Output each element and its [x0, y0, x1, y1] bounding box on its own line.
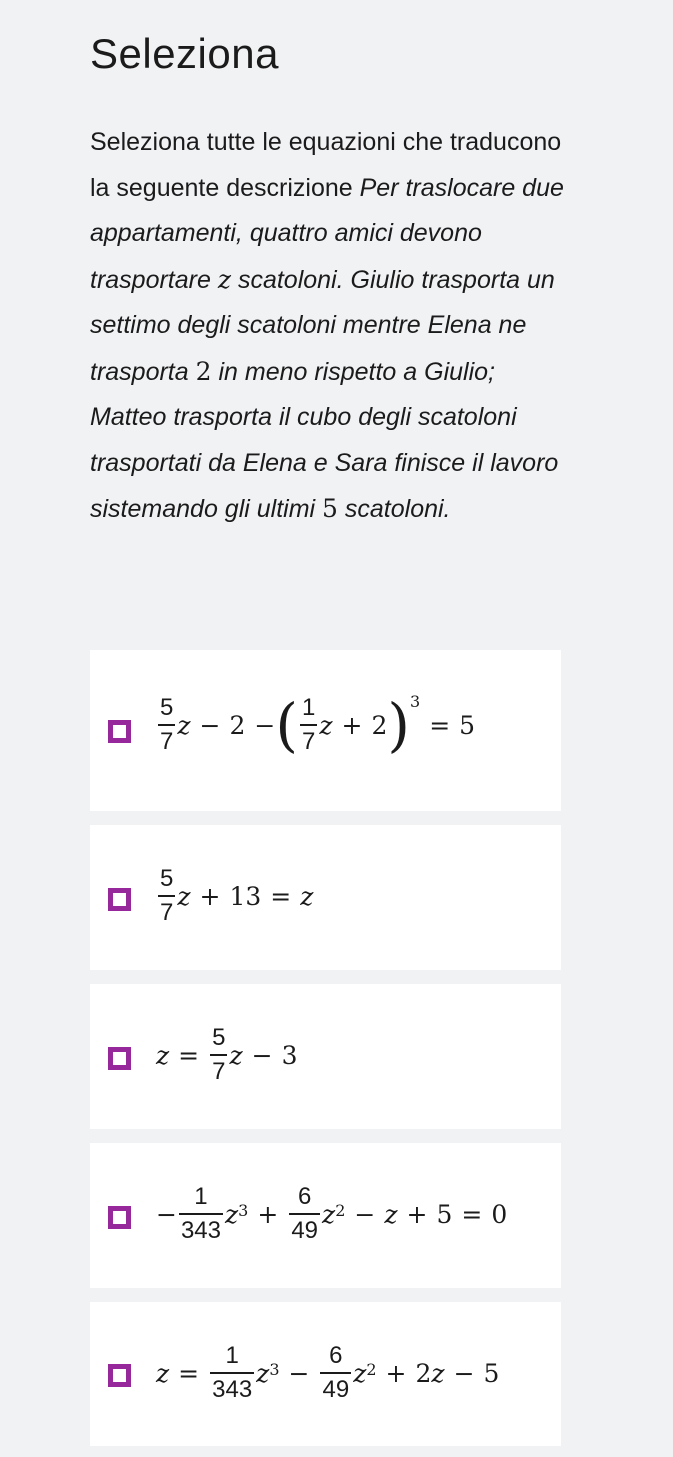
option-card-5[interactable]	[90, 1302, 561, 1446]
equation-option-2: $\frac{5}{7}$ z + 13 = z	[160, 865, 314, 926]
page-title: Seleziona	[90, 30, 279, 77]
equation-option-4: − $\frac{1}{343}$ z $^3$ + $\frac{6}{49}$ z $^2$ − z + 5 = 0	[156, 1183, 508, 1244]
question-text	[90, 120, 570, 533]
checkbox-option-3[interactable]	[108, 1047, 131, 1070]
checkbox-option-1[interactable]	[108, 720, 131, 743]
equation-option-5: z = $\frac{1}{343}$ z $^3$ − $\frac{6}{49}$ z $^2$ + 2 z − 5	[156, 1342, 500, 1403]
option-card-1[interactable]	[90, 650, 561, 811]
equation-option-1: $\frac{5}{7}$ z − 2 − ( $\frac{1}{7}$ z + 2 ) 3 = 5	[160, 691, 476, 759]
equation-option-3: z = $\frac{5}{7}$ z − 3	[156, 1024, 298, 1085]
checkbox-option-4[interactable]	[108, 1206, 131, 1229]
problem-text: Per traslocare due appartamenti, quattro amici devono trasportare z scatoloni. Giulio trasporta un settimo degli scatoloni mentre Elena ne trasporta 2 in meno rispetto a Giulio; Matteo trasporta il cubo degli scatoloni trasportati da Elena e Sara finisce il lavoro sistemando gli ultimi 5 scatoloni.	[90, 173, 564, 523]
option-card-4[interactable]	[90, 1143, 561, 1288]
checkbox-option-5[interactable]	[108, 1364, 131, 1387]
instruction-text: Seleziona tutte le equazioni che traducono la seguente descrizione	[90, 128, 562, 202]
checkbox-option-2[interactable]	[108, 888, 131, 911]
option-card-3[interactable]	[90, 984, 561, 1129]
option-card-2[interactable]	[90, 825, 561, 970]
